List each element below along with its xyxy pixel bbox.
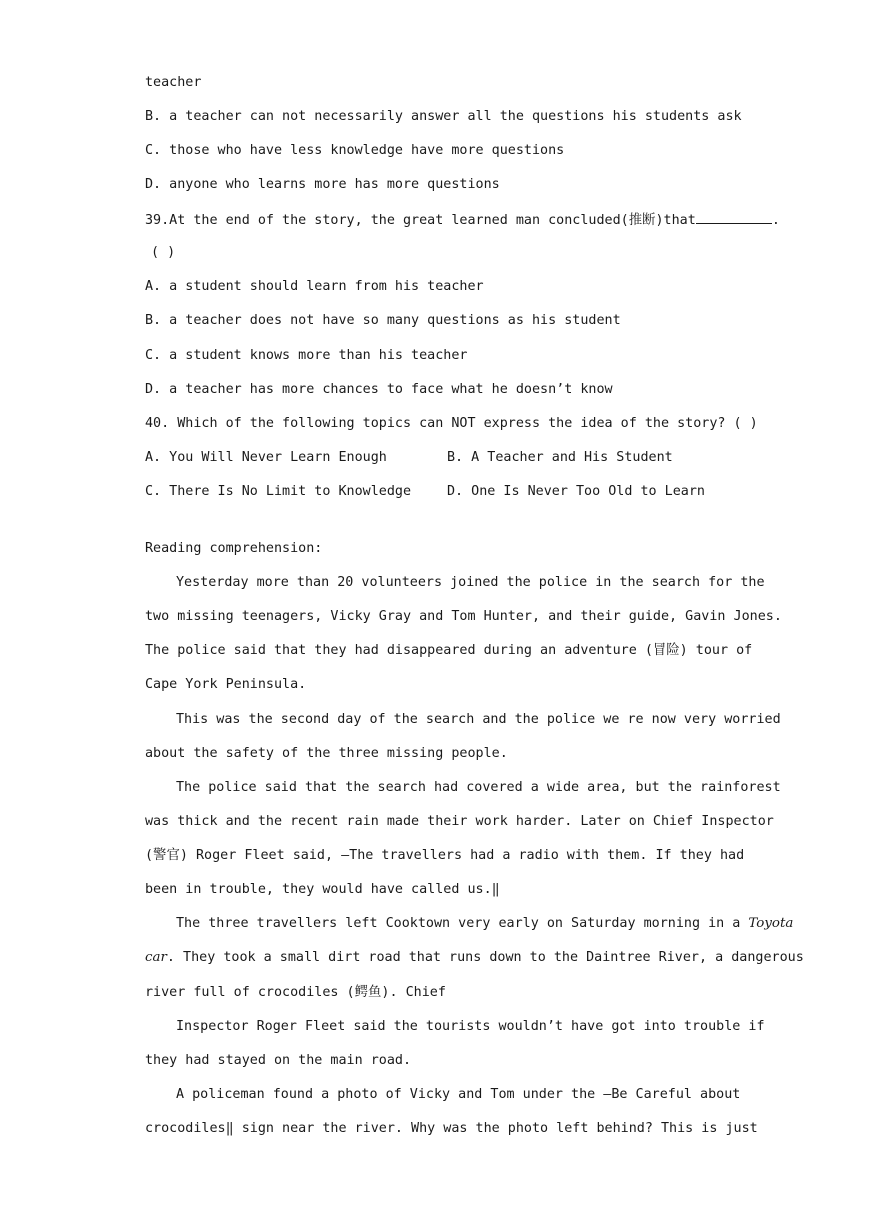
p1-line-1: Yesterday more than 20 volunteers joined the police in the search for the [176,575,765,590]
q39-stem-end: . [771,213,780,228]
p4-line-1 [176,914,794,934]
p4-line-2 [145,948,804,968]
q39-option-d: D. a teacher has more chances to face what he doesn’t know [145,382,613,397]
p1-line-4: Cape York Peninsula. [145,677,307,692]
p4-line-1-text: The three travellers left Cooktown very early on Saturday morning in a [176,916,741,931]
q38-option-b: B. a teacher can not necessarily answer all the questions his students ask [145,109,742,124]
reading-heading: Reading comprehension: [145,541,323,556]
p4-car-italic: car [145,950,167,965]
p4-line-3: river full of crocodiles (鳄鱼). Chief [145,985,446,1000]
q40-option-a: A. You Will Never Learn Enough [145,450,387,465]
q39-stem-text: 39.At the end of the story, the great learned man concluded(推断)that [145,213,696,228]
p1-line-2: two missing teenagers, Vicky Gray and Tom Hunter, and their guide, Gavin Jones. [145,609,782,624]
q40-option-c: C. There Is No Limit to Knowledge [145,484,412,499]
q38-option-d: D. anyone who learns more has more questions [145,177,500,192]
p5-line-1: Inspector Roger Fleet said the tourists wouldn’t have got into trouble if [176,1019,765,1034]
q38-option-c: C. those who have less knowledge have more questions [145,143,565,158]
q40-option-b: B. A Teacher and His Student [447,450,673,465]
p3-line-2: was thick and the recent rain made their work harder. Later on Chief Inspector [145,814,774,829]
q39-option-c: C. a student knows more than his teacher [145,348,468,363]
q39-option-a: A. a student should learn from his teacher [145,279,484,294]
q40-stem: 40. Which of the following topics can NOT express the idea of the story? ( ) [145,416,758,431]
p4-line-2-text: . They took a small dirt road that runs down to the Daintree River, a dangerous [166,950,804,965]
q39-stem [145,209,780,231]
q38-stem-tail: teacher [145,75,202,90]
q39-answer-paren: ( ) [151,245,176,260]
p2-line-2: about the safety of the three missing people. [145,746,508,761]
q40-options-row-1 [145,448,725,468]
q40-options-row-2 [145,482,725,502]
p3-line-1: The police said that the search had covered a wide area, but the rainforest [176,780,781,795]
q39-option-b: B. a teacher does not have so many questions as his student [145,313,621,328]
p5-line-2: they had stayed on the main road. [145,1053,412,1068]
p6-line-1: A policeman found a photo of Vicky and Tom under the ―Be Careful about [176,1087,741,1102]
p2-line-1: This was the second day of the search and the police we re now very worried [176,712,781,727]
p3-line-4: been in trouble, they would have called us.‖ [145,882,500,897]
p6-line-2: crocodiles‖ sign near the river. Why was the photo left behind? This is just [145,1121,758,1136]
q39-answer-blank [696,209,772,224]
q40-option-d: D. One Is Never Too Old to Learn [447,484,705,499]
p1-line-3: The police said that they had disappeared during an adventure (冒险) tour of [145,643,753,658]
p4-toyota-italic: Toyota [748,916,794,931]
p3-line-3: (警官) Roger Fleet said, ―The travellers had a radio with them. If they had [145,848,745,863]
